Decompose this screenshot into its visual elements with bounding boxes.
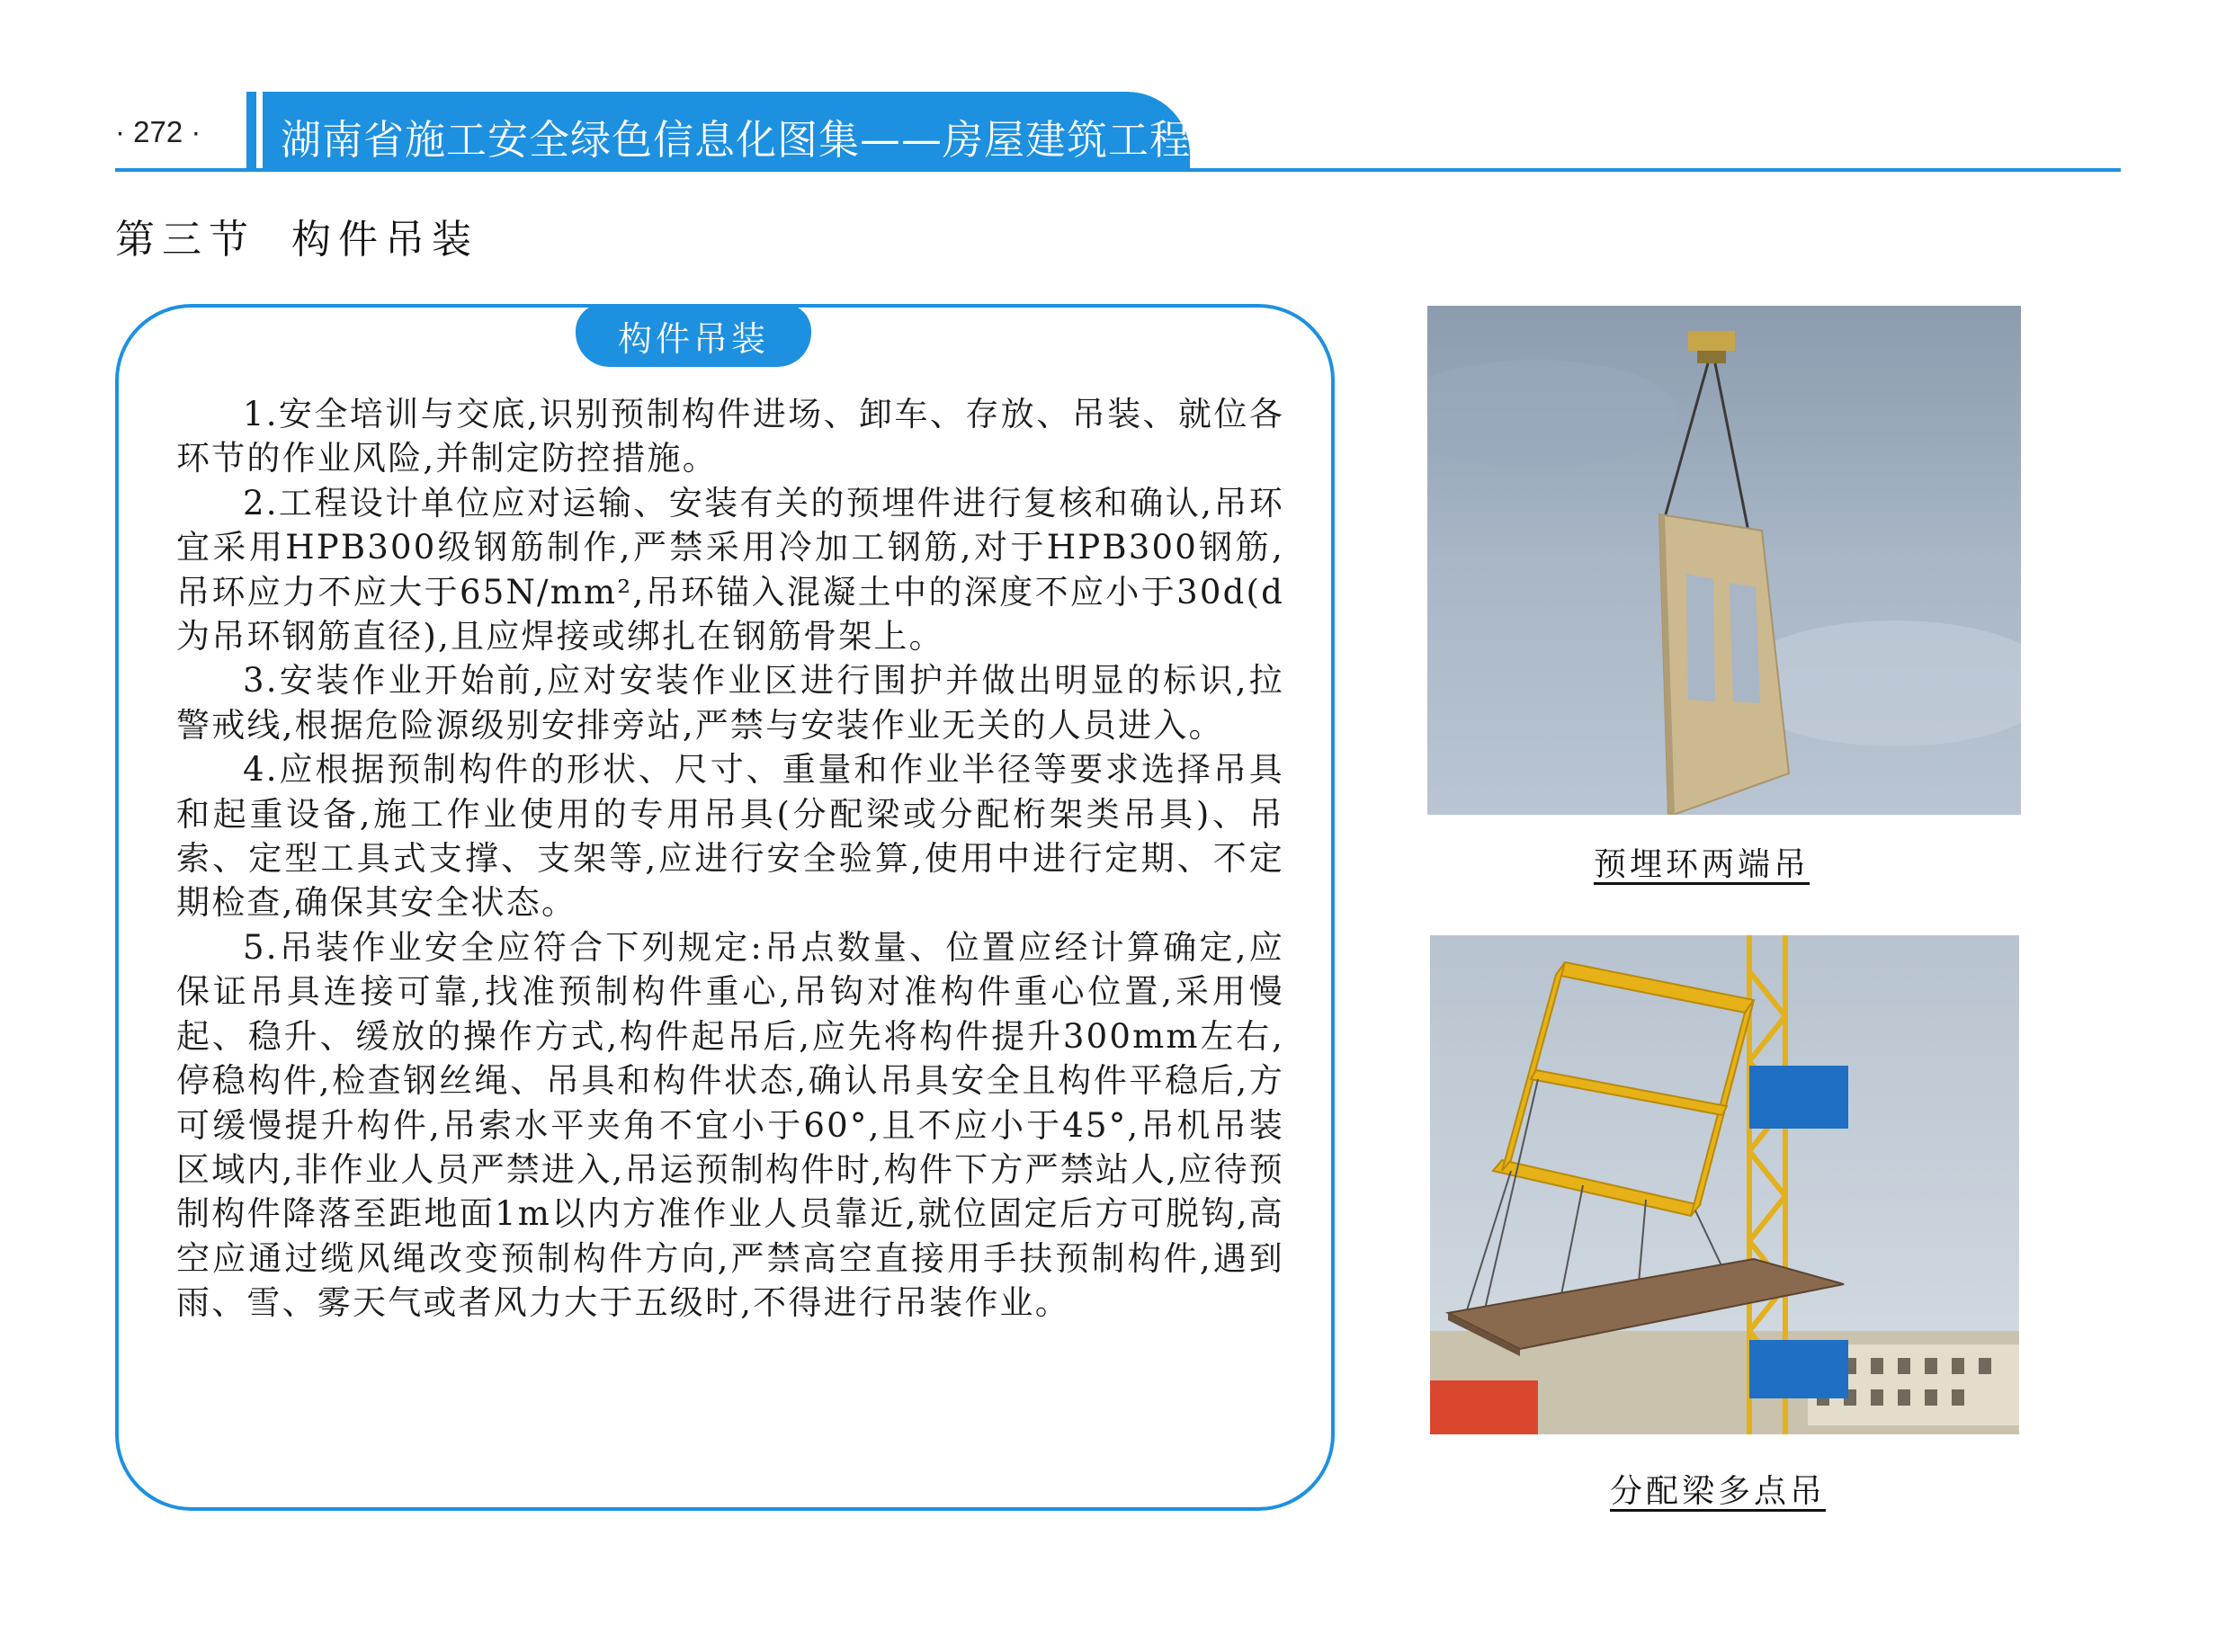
figure-caption-2: 分配梁多点吊 xyxy=(1610,1473,1827,1510)
panel-body xyxy=(176,392,1284,1326)
panel-tab xyxy=(576,304,811,367)
section-title xyxy=(115,207,478,264)
paragraph-3: 3.安装作业开始前,应对安装作业区进行围护并做出明显的标识,拉警戒线,根据危险源级别安排旁站,严禁与安装作业无关的人员进入。 xyxy=(176,661,1284,745)
page-number: · 272 · xyxy=(115,115,201,148)
header-accent-bar xyxy=(246,92,256,171)
photo-beam-multipoint-lift xyxy=(1430,935,2019,1434)
paragraph-5: 5.吊装作业安全应符合下列规定:吊点数量、位置应经计算确定,应保证吊具连接可靠,找准预制构件重心,吊钩对准构件重心位置,采用慢起、稳升、缓放的操作方式,构件起吊后,应先将构件提升300mm左右,停稳构件,检查钢丝绳、吊具和构件状态,确认吊具安全且构件平稳后,方可缓慢提升构件,吊索水平夹角不宜小于60°,且不应小于45°,吊机吊装区域内,非作业人员严禁进入,吊运预制构件时,构件下方严禁站人,应待预制构件降落至距地面1m以内方准作业人员靠近,就位固定后方可脱钩,高空应通过缆风绳改变预制构件方向,严禁高空直接用手扶预制构件,遇到雨、雪、雾天气或者风力大于五级时,不得进行吊装作业。 xyxy=(176,927,1284,1323)
section-number: 第三节 xyxy=(115,217,255,263)
photo-wall-panel-lift xyxy=(1427,306,2021,815)
paragraph-2: 2.工程设计单位应对运输、安装有关的预埋件进行复核和确认,吊环宜采用HPB300级钢筋制作,严禁采用冷加工钢筋,对于HPB300钢筋,吊环应力不应大于65N/mm²,吊环锚入混凝土中的深度不应小于30d(d为吊环钢筋直径),且应焊接或绑扎在钢筋骨架上。 xyxy=(176,483,1284,656)
section-name: 构件吊装 xyxy=(291,217,478,263)
book-title: 湖南省施工安全绿色信息化图集——房屋建筑工程 xyxy=(281,116,1192,164)
page-header xyxy=(0,0,2226,180)
paragraph-4: 4.应根据预制构件的形状、尺寸、重量和作业半径等要求选择吊具和起重设备,施工作业使用的专用吊具(分配梁或分配桁架类吊具)、吊索、定型工具式支撑、支架等,应进行安全验算,使用中进行定期、不定期检查,确保其安全状态。 xyxy=(176,750,1284,923)
panel-tab-label: 构件吊装 xyxy=(617,318,769,359)
paragraph-1: 1.安全培训与交底,识别预制构件进场、卸车、存放、吊装、就位各环节的作业风险,并制定防控措施。 xyxy=(176,395,1284,478)
header-rule xyxy=(115,168,2121,172)
figure-caption-1: 预埋环两端吊 xyxy=(1594,846,1810,883)
